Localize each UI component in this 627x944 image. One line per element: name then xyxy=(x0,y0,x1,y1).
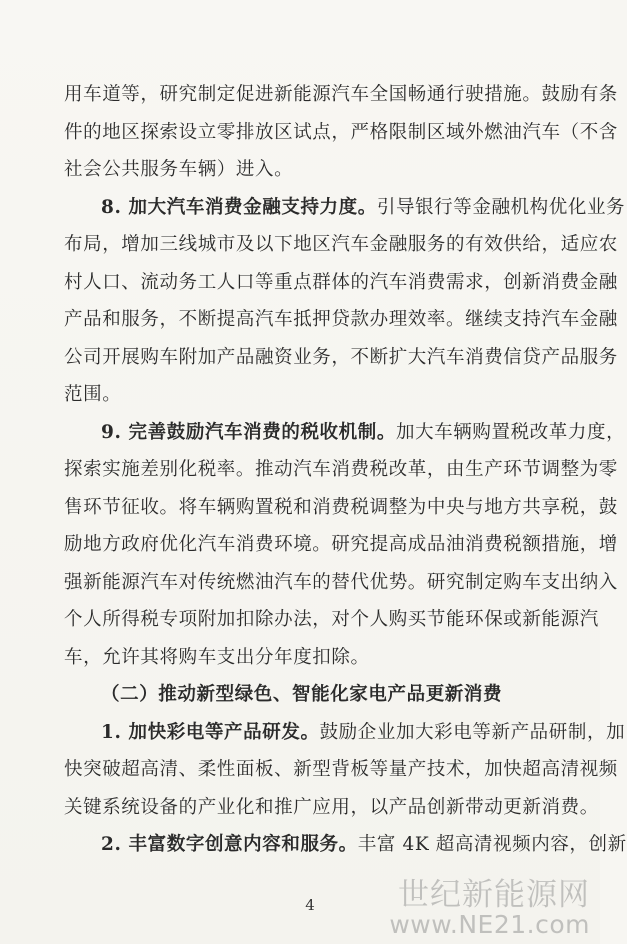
paragraph-1-first-line xyxy=(64,714,626,752)
text-line: 社会公共服务车辆）进入。 xyxy=(64,159,294,180)
document-body xyxy=(64,76,627,864)
text-line: 件的地区探索设立零排放区试点，严格限制区域外燃油汽车（不含 xyxy=(64,121,618,143)
watermark-site-url: www.NE21.com xyxy=(389,909,590,939)
text-line: 布局，增加三线城市及以下地区汽车金融服务的有效供给，适应农 xyxy=(64,234,618,255)
item-1-text: 鼓励企业加大彩电等新产品研制，加 xyxy=(319,721,626,743)
text-line: 售环节征收。将车辆购置税和消费税调整为中央与地方共享税，鼓 xyxy=(64,496,618,518)
item-2-text: 丰富 4K 超高清视频内容，创新 xyxy=(357,834,627,855)
text-line: 公司开展购车附加产品融资业务，不断扩大汽车消费信贷产品服务 xyxy=(64,346,618,368)
item-8-heading: 8. 加大汽车消费金融支持力度。 xyxy=(101,196,377,218)
item-9-text: 加大车辆购置税改革力度， xyxy=(395,421,626,443)
text-line: 探索实施差别化税率。推动汽车消费税改革，由生产环节调整为零 xyxy=(64,459,618,480)
text-line: 强新能源汽车对传统燃油汽车的替代优势。研究制定购车支出纳入 xyxy=(64,571,618,593)
text-line: 关键系统设备的产业化和推广应用，以产品创新带动更新消费。 xyxy=(64,796,599,818)
watermark xyxy=(389,879,590,938)
paragraph-9-first-line xyxy=(64,414,626,452)
item-1-heading: 1. 加快彩电等产品研发。 xyxy=(101,721,320,743)
text-line: 村人口、流动务工人口等重点群体的汽车消费需求，创新消费金融 xyxy=(64,271,618,293)
text-line: 用车道等，研究制定促进新能源汽车全国畅通行驶措施。鼓励有条 xyxy=(64,84,618,105)
section-heading-2: （二）推动新型绿色、智能化家电产品更新消费 xyxy=(101,684,503,705)
text-line: 个人所得税专项附加扣除办法，对个人购买节能环保或新能源汽 xyxy=(64,609,599,630)
text-line: 励地方政府优化汽车消费环境。研究提高成品油消费税额措施，增 xyxy=(64,534,618,555)
paragraph-8-first-line xyxy=(64,189,626,227)
item-9-heading: 9. 完善鼓励汽车消费的税收机制。 xyxy=(101,421,396,443)
item-2-heading: 2. 丰富数字创意内容和服务。 xyxy=(101,834,358,855)
watermark-site-name: 世纪新能源网 xyxy=(398,877,590,914)
text-line: 范围。 xyxy=(64,384,122,405)
page-number: 4 xyxy=(305,896,315,914)
text-line: 快突破超高清、柔性面板、新型背板等量产技术，加快超高清视频 xyxy=(64,759,618,780)
paragraph-2-first-line xyxy=(64,826,627,864)
item-8-text: 引导银行等金融机构优化业务 xyxy=(376,196,626,218)
text-line: 车，允许其将购车支出分年度扣除。 xyxy=(64,646,370,668)
text-line: 产品和服务，不断提高汽车抵押贷款办理效率。继续支持汽车金融 xyxy=(64,309,618,330)
